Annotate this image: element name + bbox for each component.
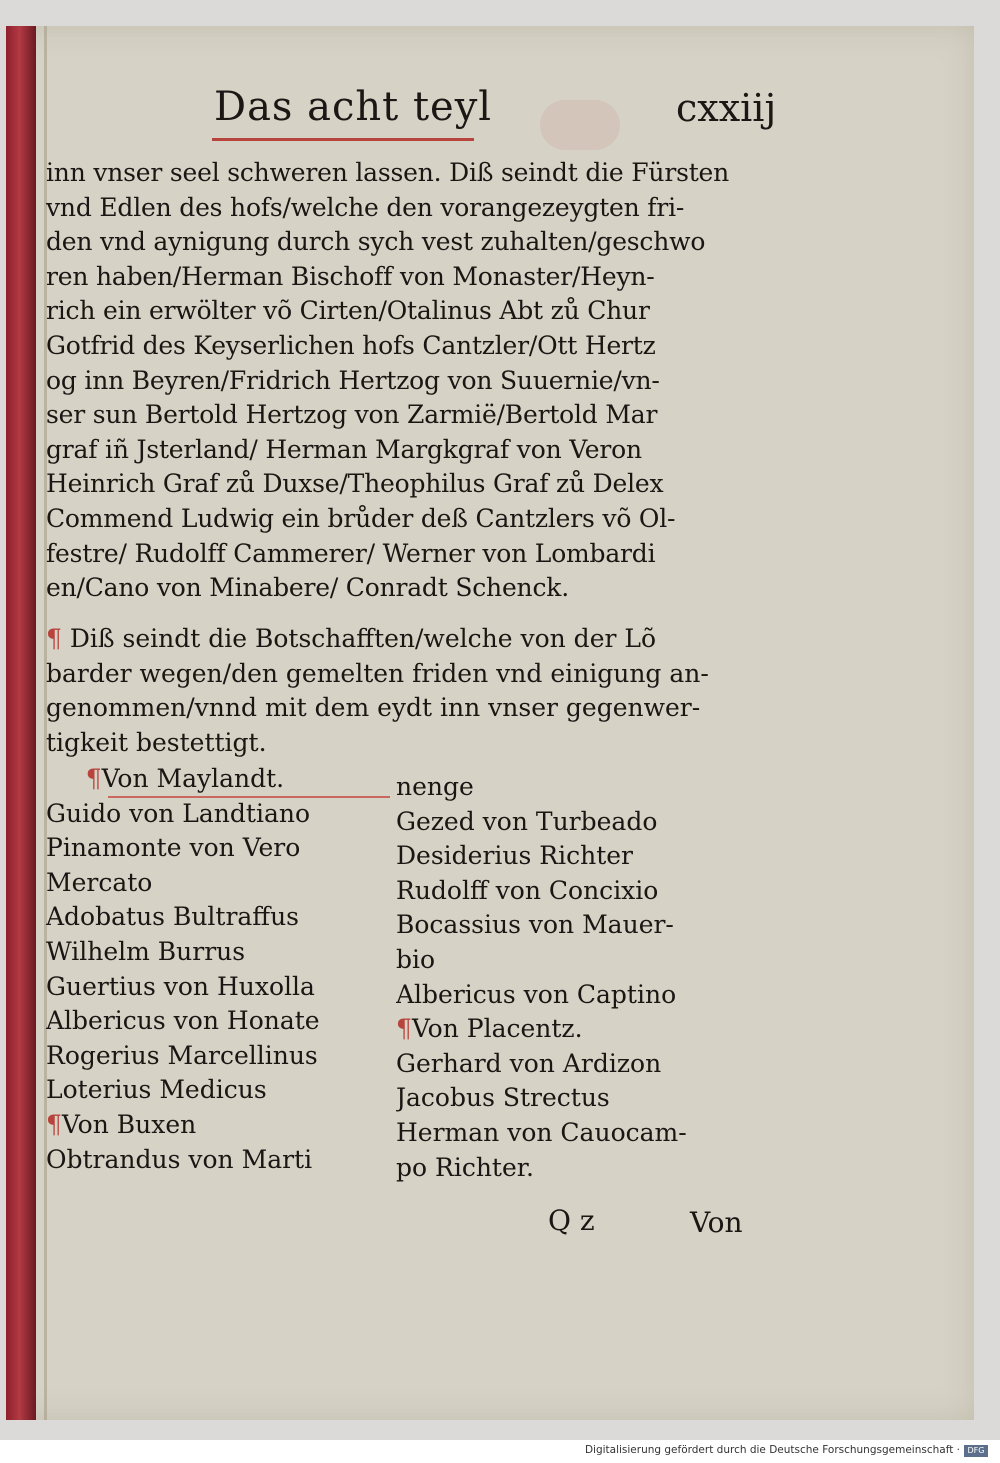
name-entry: Rudolff von Concixio [396, 875, 659, 905]
name-entry: Herman von Cauocam- [396, 1117, 687, 1147]
name-entry: Loterius Medicus [46, 1075, 267, 1105]
name-entry: Adobatus Bultraffus [46, 902, 300, 932]
text-line: Heinrich Graf zů Duxse/Theophilus Graf zů Delex [46, 469, 664, 499]
text-line: tigkeit bestettigt. [46, 727, 267, 757]
name-entry: Albericus von Honate [46, 1006, 320, 1036]
funding-credit: Digitalisierung gefördert durch die Deutsche Forschungsgemeinschaft · [584, 1444, 960, 1456]
running-head-underline [212, 138, 474, 141]
section-heading [46, 1108, 396, 1143]
text-line: inn vnser seel schweren lassen. Diß seindt die Fürsten [46, 158, 730, 187]
running-head: Das acht teyl [214, 84, 493, 130]
text-line: en/Cano von Minabere/ Conradt Schenck. [46, 573, 569, 603]
name-entry: Mercato [46, 867, 153, 897]
heading-text: Von Buxen [61, 1109, 197, 1139]
name-entry: nenge [396, 772, 474, 801]
paragraph-block [46, 622, 766, 760]
name-entry: Desiderius Richter [396, 841, 633, 871]
name-entry: Wilhelm Burrus [46, 936, 246, 966]
text-line: festre/ Rudolff Cammerer/ Werner von Lombardi [46, 538, 656, 568]
text-line: vnd Edlen des hofs/welche den vorangezeygten fri- [46, 192, 685, 222]
name-entry: Gerhard von Ardizon [396, 1048, 662, 1078]
heading-text: Von Maylandt. [101, 764, 285, 793]
heading-text: Von Placentz. [411, 1014, 583, 1044]
section-heading [46, 762, 396, 797]
name-entry: Albericus von Captino [396, 979, 677, 1009]
text-line: Gotfrid des Keyserlichen hofs Cantzler/Ott Hertz [46, 330, 656, 360]
name-entry: Rogerius Marcellinus [46, 1040, 318, 1070]
heading-underline [108, 796, 390, 798]
text-line: og inn Beyren/Fridrich Hertzog von Suuernie/vn- [46, 365, 660, 395]
red-binding-edge [6, 26, 36, 1420]
name-entry: Gezed von Turbeado [396, 806, 658, 836]
text-line-content: Diß seindt die Botschafften/welche von der Lõ [61, 624, 657, 653]
pilcrow-mark: ¶ [46, 1109, 62, 1139]
text-line [46, 622, 766, 657]
bleed-through-stain [540, 100, 620, 150]
section-heading [396, 1012, 746, 1047]
name-entry: Obtrandus von Marti [46, 1144, 313, 1174]
name-entry: Guertius von Huxolla [46, 971, 315, 1001]
text-line: rich ein erwölter võ Cirten/Otalinus Abt zů Chur [46, 296, 650, 326]
right-name-column [396, 770, 746, 1185]
pilcrow-mark: ¶ [85, 764, 102, 793]
folio-number: cxxiij [676, 86, 777, 130]
text-line: graf iñ Jsterland/ Herman Margkgraf von Veron [46, 434, 642, 464]
pilcrow-mark: ¶ [46, 624, 62, 653]
catchword: Von [690, 1206, 743, 1239]
name-entry: bio [396, 944, 436, 974]
text-line: ser sun Bertold Hertzog von Zarmië/Bertold Mar [46, 400, 658, 430]
dfg-logo-icon: DFG [964, 1445, 988, 1457]
text-line: barder wegen/den gemelten friden vnd einigung an- [46, 658, 709, 688]
text-line: den vnd aynigung durch sych vest zuhalten/geschwo [46, 227, 706, 257]
signature-mark: Q z [548, 1204, 595, 1237]
main-text-block [46, 156, 766, 606]
text-line: genommen/vnnd mit dem eydt inn vnser gegenwer- [46, 693, 701, 723]
left-name-column [46, 762, 396, 1177]
name-entry: Bocassius von Mauer- [396, 910, 674, 940]
name-entry: po Richter. [396, 1152, 534, 1182]
pilcrow-mark: ¶ [396, 1014, 412, 1044]
text-line: ren haben/Herman Bischoff von Monaster/Heyn- [46, 261, 655, 291]
name-entry: Jacobus Strectus [396, 1083, 610, 1113]
text-line: Commend Ludwig ein brůder deß Cantzlers võ Ol- [46, 503, 676, 533]
name-entry: Guido von Landtiano [46, 798, 311, 828]
name-entry: Pinamonte von Vero [46, 833, 301, 863]
footer-bar [0, 1440, 1000, 1463]
